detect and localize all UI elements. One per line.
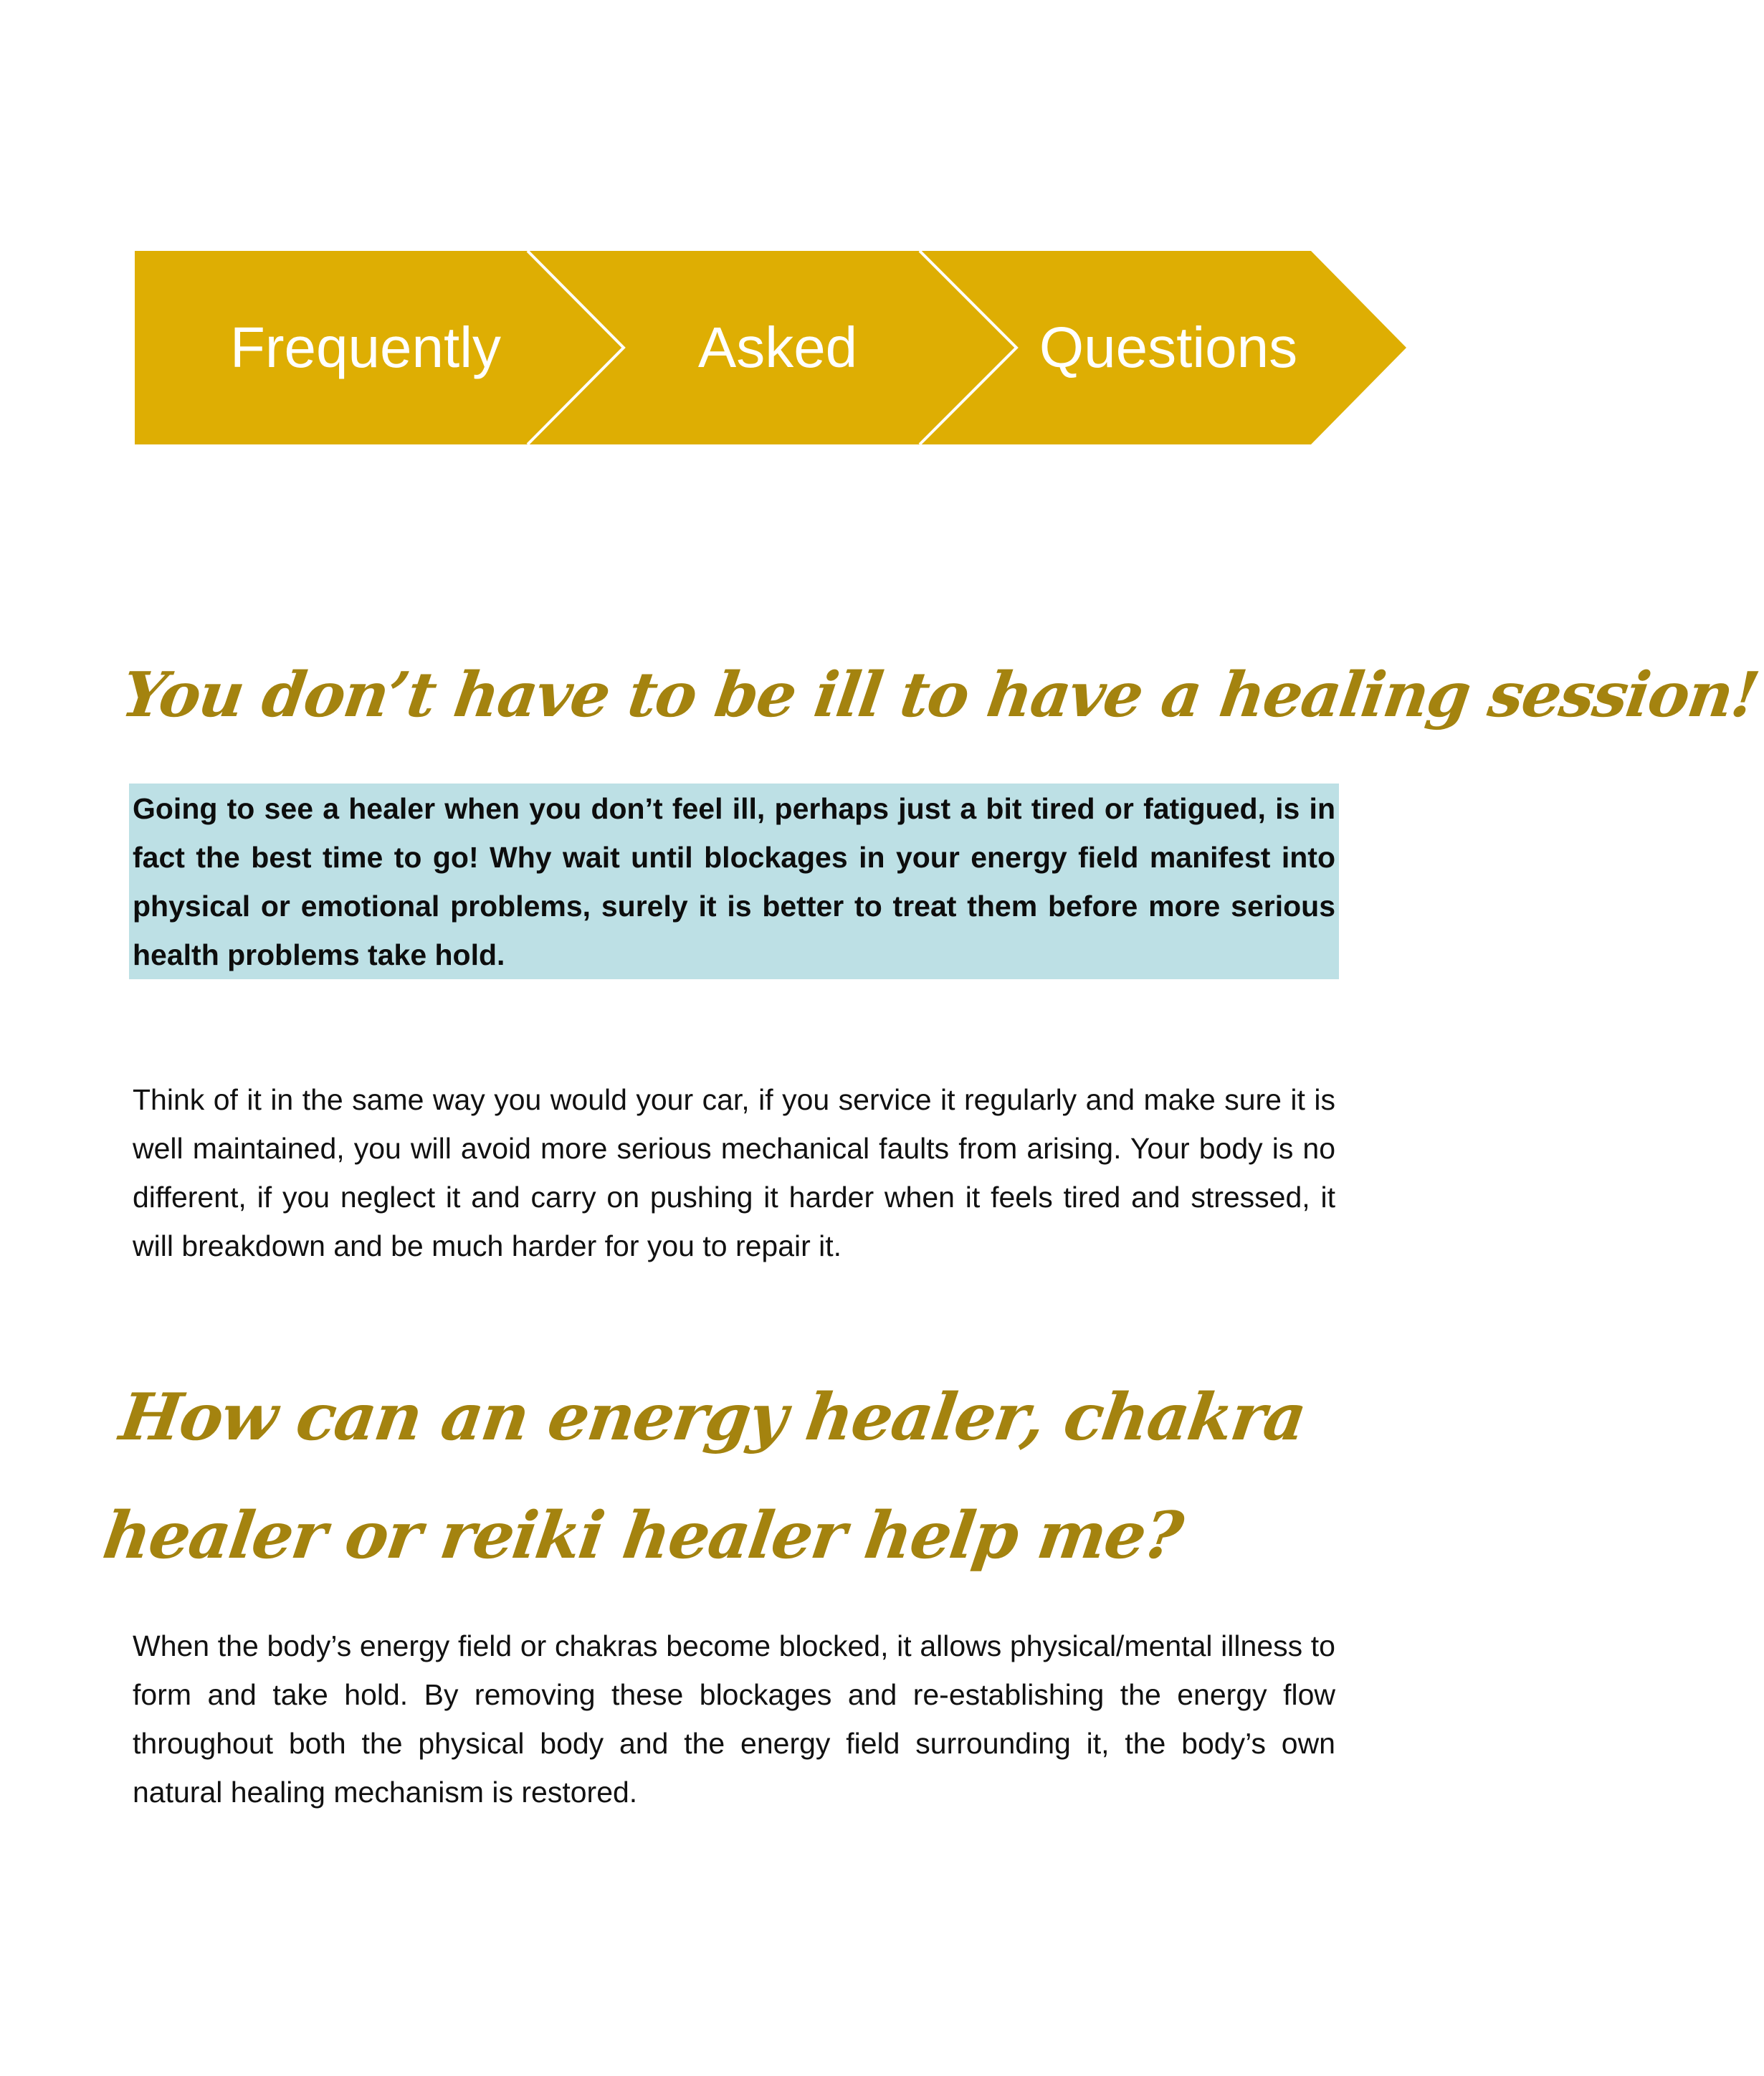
car-analogy-paragraph: Think of it in the same way you would your car, if you service it regularly and make sure it is well maintained, you will avoid more serious mechanical faults from arising. Your body is no different, if you neglect it and carry on pushing it harder when it feels tired and stressed, it will breakdown and be much harder for you to repair it. — [133, 1083, 1335, 1262]
section-heading-ill: You don’t have to be ill to have a healing session! — [117, 659, 1763, 731]
faq-banner — [0, 0, 1468, 502]
banner-label-questions: Questions — [1039, 315, 1298, 379]
highlight-paragraph: Going to see a healer when you don’t feel ill, perhaps just a bit tired or fatigued, is in fact the best time to go! Why wait until blockages in your energy field manifest into physical or emotional problems, surely it is better to treat them before more serious health problems take hold. — [133, 792, 1335, 971]
banner-label-asked: Asked — [697, 315, 858, 379]
energy-field-paragraph: When the body’s energy field or chakras become blocked, it allows physical/mental illness to form and take hold. By removing these blockages and re-establishing the energy flow throughout both the physical body and the energy field surrounding it, the body’s own natural healing mechanism is restored. — [133, 1629, 1335, 1809]
banner-label-frequently: Frequently — [230, 315, 501, 379]
section-heading-how-help: How can an energy healer, chakra healer or reiki healer help me? — [98, 1379, 1310, 1573]
